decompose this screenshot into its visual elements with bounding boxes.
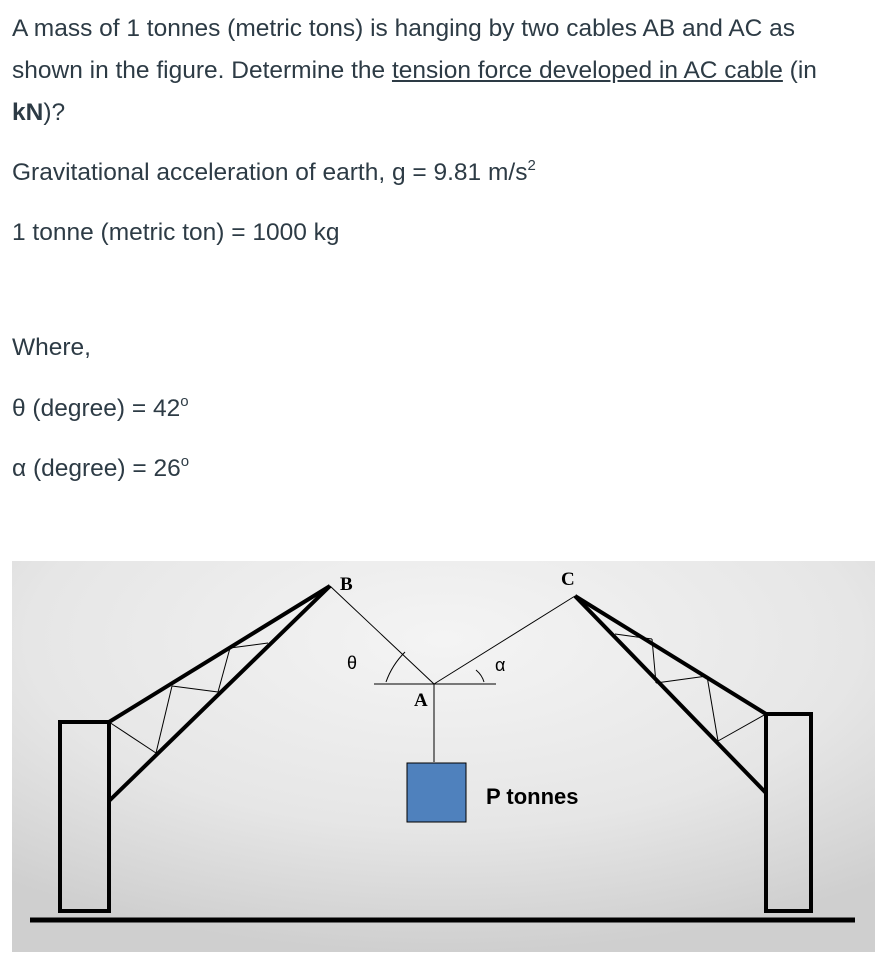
alpha-value: α (degree) = 26 bbox=[12, 455, 181, 482]
alpha-value-line bbox=[12, 448, 189, 490]
question-underlined-target: tension force developed in AC cable bbox=[391, 57, 783, 84]
question-part1: A mass of 1 tonnes (metric tons) is hanging by two cables AB and AC as shown in the figure. Determine the bbox=[12, 15, 796, 84]
gravity-text: Gravitational acceleration of earth, g = 9.81 m/s bbox=[12, 159, 528, 186]
theta-degree-sign: o bbox=[180, 393, 189, 410]
label-alpha: α bbox=[495, 655, 506, 675]
tonne-definition: 1 tonne (metric ton) = 1000 kg bbox=[12, 219, 340, 246]
gravity-line bbox=[12, 152, 536, 194]
label-theta: θ bbox=[347, 653, 358, 673]
theta-value-line bbox=[12, 388, 189, 430]
figure-background bbox=[12, 561, 875, 952]
question-unit: kN bbox=[12, 99, 44, 126]
load-label: P tonnes bbox=[486, 784, 579, 809]
question-text bbox=[12, 8, 872, 134]
question-part3: )? bbox=[43, 99, 66, 126]
load-block bbox=[407, 763, 466, 822]
label-b: B bbox=[340, 574, 353, 595]
alpha-degree-sign: o bbox=[180, 453, 190, 470]
where-label: Where, bbox=[12, 334, 91, 361]
theta-value: θ (degree) = 42 bbox=[12, 395, 181, 422]
question-part2: (in bbox=[782, 57, 817, 84]
label-c: C bbox=[561, 569, 575, 590]
gravity-exponent: 2 bbox=[527, 157, 536, 174]
label-a: A bbox=[414, 690, 428, 711]
cable-figure bbox=[12, 561, 875, 952]
